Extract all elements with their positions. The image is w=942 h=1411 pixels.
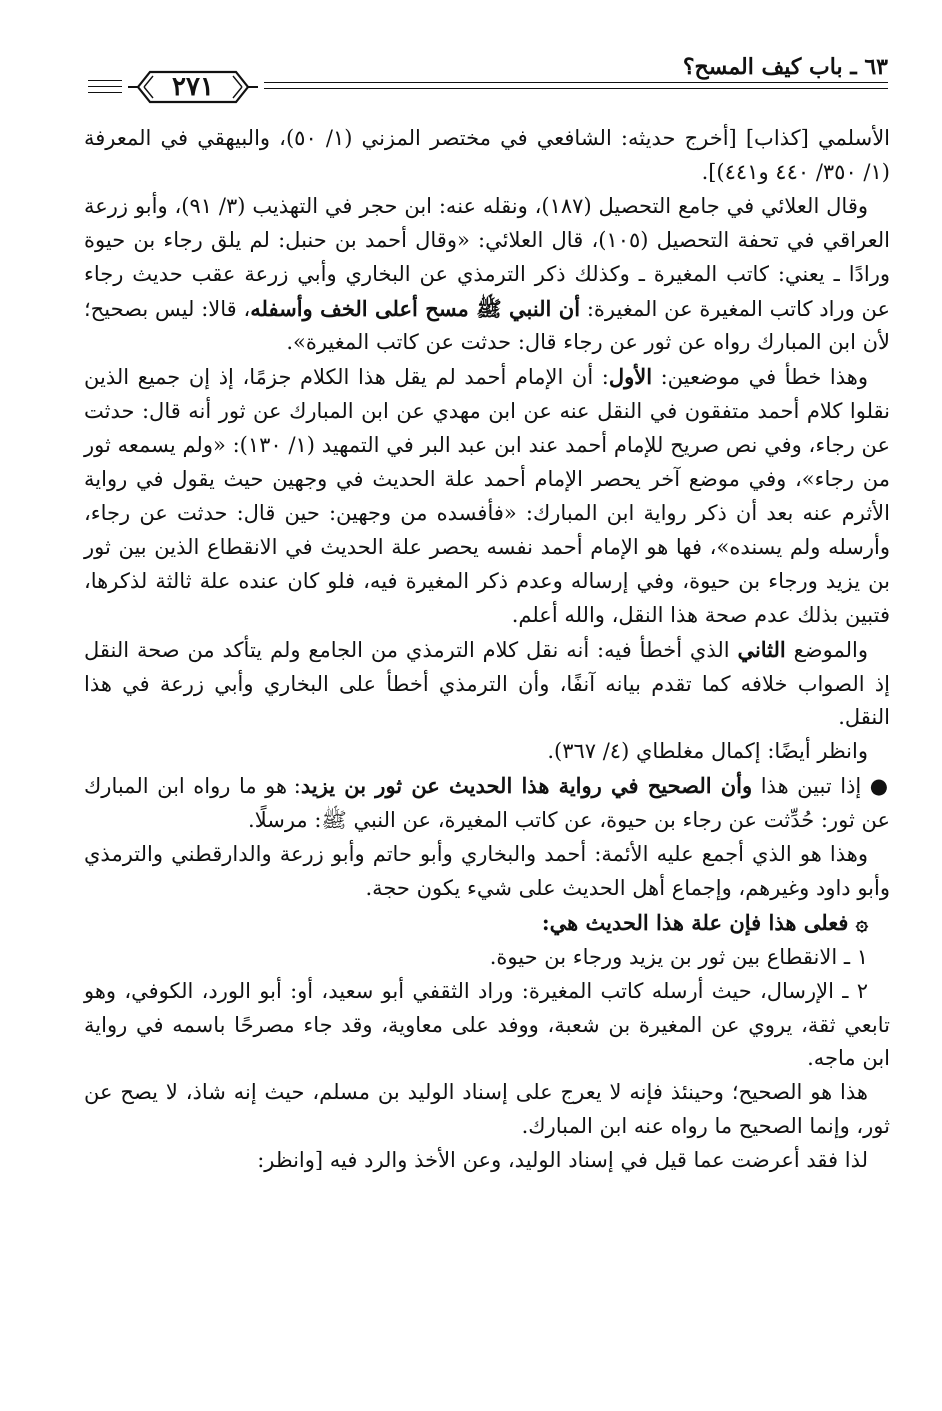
bold-text: الثاني xyxy=(737,636,786,662)
list-item xyxy=(84,941,890,975)
paragraph-text: والموضع xyxy=(785,637,868,662)
page-body xyxy=(84,122,890,1178)
paragraph xyxy=(84,1076,890,1144)
header-rule-left xyxy=(88,86,122,87)
paragraph xyxy=(84,122,890,190)
paragraph-text: ٢ ـ الإرسال، حيث أرسله كاتب المغيرة: وراد الثقفي أبو سعيد، أو: أبو الورد، الكوفي، وهو تابعي ثقة، يروي عن المغيرة بن شعبة، ووفد على معاوية، وقد جاء مصرحًا باسمه في رواية ابن ماجه. xyxy=(84,978,890,1071)
paragraph xyxy=(84,838,890,906)
paragraph-text: وقال العلائي في جامع التحصيل (١٨٧)، ونقله عنه: ابن حجر في التهذيب (٣/ ٩١)، وأبو زرعة العراقي في تحفة التحصيل (١٠٥)، قال العلائي: «وقال أحمد بن حنبل: لم يلق رجاء بن حيوة ورادًا ـ يعني: كاتب المغيرة ـ وكذلك ذكر الترمذي عن البخاري وأبي زرعة عقب حديث رجاء عن وراد كاتب المغيرة عن المغيرة: xyxy=(84,193,890,321)
bold-text: الأول xyxy=(608,364,653,390)
paragraph-text: ١ ـ الانقطاع بين ثور بن يزيد ورجاء بن حيوة. xyxy=(489,944,868,969)
paragraph-text: إذا تبين هذا xyxy=(752,774,870,799)
paragraph-text: ، قالا: ليس بصحيح؛ لأن ابن المبارك رواه عن ثور عن رجاء قال: حدثت عن كاتب المغيرة». xyxy=(84,296,890,355)
bold-heading: فعلى هذا فإن علة هذا الحديث هي: xyxy=(541,909,856,935)
page-number-badge xyxy=(124,66,262,108)
chapter-title: ٦٣ ـ باب كيف المسح؟ xyxy=(682,54,888,80)
paragraph-text: هذا هو الصحيح؛ وحينئذ فإنه لا يعرج على إسناد الوليد بن مسلم، حيث إنه شاذ، لا يصح عن ثور، وإنما الصحيح ما رواه عنه ابن المبارك. xyxy=(84,1080,890,1139)
ornament-icon: ۞ xyxy=(855,909,868,935)
paragraph-text: وهذا هو الذي أجمع عليه الأئمة: أحمد والبخاري وأبو حاتم وأبو زرعة والدارقطني والترمذي وأبو داود وغيرهم، وإجماع أهل الحديث على شيء يكون حجة. xyxy=(84,842,890,900)
paragraph-text: وهذا خطأ في موضعين: xyxy=(652,365,868,390)
bold-text: وأن الصحيح في رواية هذا الحديث عن ثور بن يزيد xyxy=(300,773,753,799)
paragraph-text: الأسلمي [كذاب] [أخرج حديثه: الشافعي في مختصر المزني (١/ ٥٠)، والبيهقي في المعرفة (١/ ٣٥٠/ ٤٤٠ و٤٤١)]. xyxy=(84,126,891,184)
paragraph-text: لذا فقد أعرضت عما قيل في إسناد الوليد، وعن الأخذ والرد فيه [وانظر: xyxy=(257,1148,868,1173)
header-rule-left xyxy=(88,92,122,93)
paragraph xyxy=(84,1144,890,1178)
page-number: ٢٧١ xyxy=(172,72,214,102)
paragraph-text: : هو ما رواه ابن المبارك عن ثور: حُدِّثت عن رجاء بن حيوة، عن كاتب المغيرة، عن النبي ﷺ: مرسلًا. xyxy=(84,774,890,833)
paragraph-text: وانظر أيضًا: إكمال مغلطاي (٤/ ٣٦٧). xyxy=(547,739,868,764)
header-rule-left xyxy=(88,80,122,81)
paragraph xyxy=(84,633,890,736)
paragraph-text: الذي أخطأ فيه: أنه نقل كلام الترمذي من الجامع ولم يتأكد من صحة النقل إذ الصواب خلافه كما تقدم بيانه آنفًا، وأن الترمذي أخطأ على البخاري وأبي زرعة في هذا النقل. xyxy=(84,637,890,730)
paragraph xyxy=(84,906,890,941)
paragraph-text: : أن الإمام أحمد لم يقل هذا الكلام جزمًا، إذ إن جميع الذين نقلوا كلام أحمد متفقون في النقل عنه عن ابن مهدي عن ابن المبارك عن ثور أنه قال: حدثت عن رجاء، وفي نص صريح للإمام أحمد عند ابن عبد البر في التمهيد (١/ ١٣٠): «ولم يسمعه ثور من رجاء»، وفي موضع آخر يحصر الإمام أحمد علة الحديث في وجهين حيث يقول في رواية الأثرم عنه بعد أن ذكر رواية ابن المبارك: «فأفسده من وجهين: حين قال: حدثت عن رجاء، وأرسله ولم يسنده»، فها هو الإمام أحمد نفسه يحصر علة الحديث في الانقطاع الذين بين ثور بن يزيد ورجاء بن حيوة، وفي إرساله وعدم ذكر المغيرة فيه، فلو كان عنده علة ثالثة لذكرها، فتبين بذلك عدم صحة هذا النقل، والله أعلم. xyxy=(84,365,890,627)
paragraph xyxy=(84,360,890,632)
page-header xyxy=(88,52,888,112)
bold-text: أن النبي ﷺ مسح أعلى الخف وأسفله xyxy=(250,295,581,321)
header-rule xyxy=(264,82,888,83)
header-rule xyxy=(264,88,888,89)
bullet-icon: ● xyxy=(869,773,890,799)
paragraph xyxy=(84,735,890,769)
list-item xyxy=(84,975,890,1077)
paragraph xyxy=(84,769,890,838)
paragraph xyxy=(84,190,890,361)
